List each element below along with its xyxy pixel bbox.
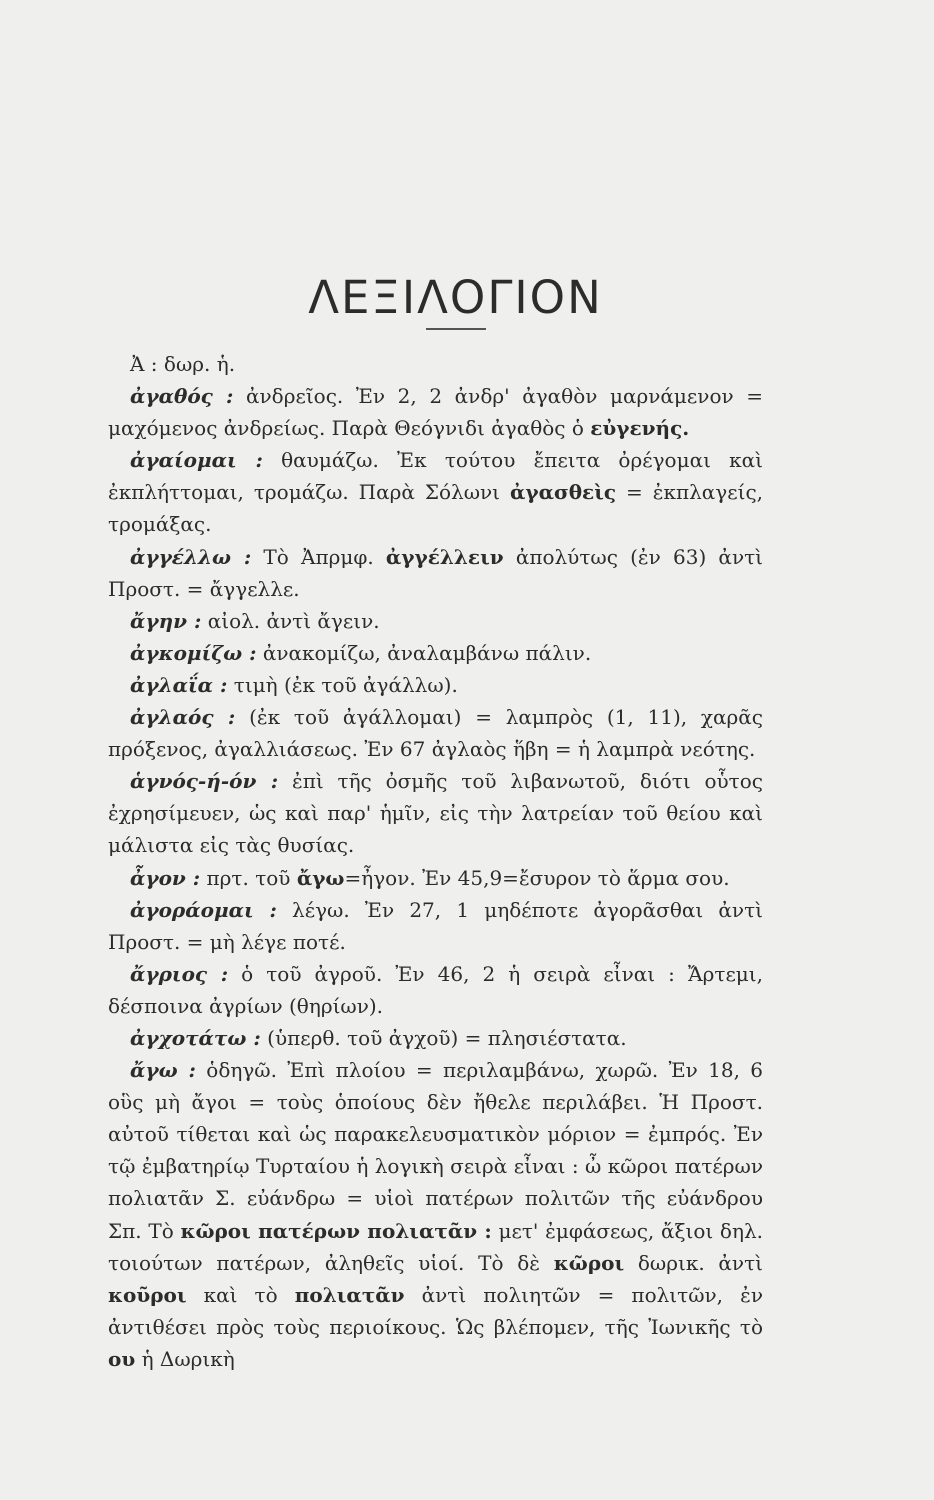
definition: = ἐκπλαγείς, τρομάξας.: [108, 480, 763, 537]
headword: ἀγοράομαι :: [130, 897, 277, 922]
headword: ἀγκομίζω :: [130, 640, 257, 665]
definition: πρτ. τοῦ: [200, 865, 297, 890]
bold-term: ἄγω: [296, 865, 345, 890]
definition: δωρικ. ἀντὶ: [624, 1250, 763, 1275]
definition: ἀπολύτως (ἐν 63) ἀντὶ Προστ. = ἄγγελλε.: [108, 544, 764, 601]
bold-term: κῶροι: [553, 1250, 625, 1275]
entry-aglaos: [108, 701, 763, 765]
definition: ἐπὶ τῆς ὀσμῆς τοῦ λιβανωτοῦ, διότι οὗτος ἐχρησίμευεν, ὡς καὶ παρ' ἡμῖν, εἰς τὴν λατρείαν τοῦ θείου καὶ μάλιστα εἰς τὰς θυσίας.: [108, 769, 763, 858]
bold-term: ἀγασθεὶς: [509, 480, 617, 505]
bold-term: κῶροι πατέρων πολιατᾶν :: [180, 1218, 492, 1243]
entry-angello: [108, 541, 763, 605]
title-rule: [426, 328, 486, 330]
definition: μετ' ἐμφάσεως, ἄξιοι δηλ. τοιούτων πατέρων, ἀληθεῖς υἱοί. Τὸ δὲ: [108, 1218, 763, 1275]
headword: ἄγριος :: [130, 961, 229, 986]
headword: ἆγον :: [130, 865, 201, 890]
definition: θαυμάζω. Ἐκ τούτου ἔπειτα ὀρέγομαι καὶ ἐκπλήττομαι, τρομάζω. Παρὰ Σόλωνι: [108, 448, 763, 505]
bold-term: ἀγγέλλειν: [385, 544, 504, 569]
definition: ἡ Δωρικὴ: [135, 1346, 235, 1371]
definition: ἀντὶ πολιητῶν = πολιτῶν, ἐν ἀντιθέσει πρὸς τοὺς περιοίκους. Ὡς βλέπομεν, τῆς Ἰωνικῆς τὸ: [108, 1282, 763, 1339]
entry-agathos: [108, 380, 763, 444]
entry-hagnos: [108, 765, 763, 861]
definition: τιμὴ (ἐκ τοῦ ἀγάλλω).: [227, 672, 458, 697]
definition: =ἦγον. Ἐν 45,9=ἔσυρον τὸ ἅρμα σου.: [344, 865, 730, 890]
definition: ἀνδρεῖος. Ἐν 2, 2 ἀνδρ' ἀγαθὸν μαρνάμενον = μαχόμενος ἀνδρείως. Παρὰ Θεόγνιδι ἀγαθὸς ὁ: [108, 384, 763, 441]
definition: (ἐκ τοῦ ἀγάλλομαι) = λαμπρὸς (1, 11), χαρᾶς πρόξενος, ἀγαλλιάσεως. Ἐν 67 ἀγλαὸς ἥβη = ἡ λαμπρὰ νεότης.: [108, 705, 763, 762]
definition: αἰολ. ἀντὶ ἄγειν.: [201, 608, 380, 633]
entry-agoraomai: [108, 894, 763, 958]
headword: ἁγνός-ή-όν :: [130, 769, 279, 794]
headword: Ἀ :: [130, 352, 158, 376]
headword: ἄγω :: [130, 1058, 196, 1083]
entry-a: [108, 348, 763, 380]
page: [108, 270, 763, 1375]
headword: ἀγγέλλω :: [130, 544, 252, 569]
entry-aglaia: [108, 669, 763, 701]
definition: ὁ τοῦ ἀγροῦ. Ἐν 46, 2 ἡ σειρὰ εἶναι : Ἄρτεμι, δέσποινα ἀγρίων (θηρίων).: [108, 961, 763, 1018]
entry-agaiomai: [108, 444, 763, 540]
lexicon-body: [108, 348, 763, 1375]
bold-term: εὐγενής.: [590, 416, 690, 441]
headword: ἀγλαός :: [130, 705, 236, 730]
entry-ankomizo: [108, 637, 763, 669]
entry-agrios: [108, 958, 763, 1022]
entry-agen: [108, 605, 763, 637]
definition: λέγω. Ἐν 27, 1 μηδέποτε ἀγορᾶσθαι ἀντὶ Προστ. = μὴ λέγε ποτέ.: [108, 897, 763, 954]
headword: ἀγαθός :: [130, 384, 234, 409]
bold-term: κοῦροι: [108, 1282, 187, 1307]
bold-term: πολιατᾶν: [294, 1282, 405, 1307]
entry-agon: [108, 862, 763, 894]
headword: ἀγαίομαι :: [130, 448, 263, 473]
headword: ἄγην :: [130, 608, 202, 633]
definition: ἀνακομίζω, ἀναλαμβάνω πάλιν.: [256, 640, 592, 665]
headword: ἀγλαΐα :: [130, 672, 228, 697]
headword: ἀγχοτάτω :: [130, 1025, 261, 1050]
definition: Τὸ Ἀπρμφ.: [251, 544, 386, 569]
definition: (ὑπερθ. τοῦ ἀγχοῦ) = πλησιέστατα.: [260, 1025, 627, 1050]
entry-anchotato: [108, 1022, 763, 1054]
definition: ὁδηγῶ. Ἐπὶ πλοίου = περιλαμβάνω, χωρῶ. Ἐν 18, 6 οὓς μὴ ἄγοι = τοὺς ὁποίους δὲν ἤθελε περιλάβει. Ἡ Προστ. αὐτοῦ τίθεται καὶ ὡς παρακελευσματικὸν μόριον = ἐμπρός. Ἐν τῷ ἐμβατηρίῳ Τυρταίου ἡ λογικὴ σειρὰ εἶναι : ὦ κῶροι πατέρων πολιατᾶν Σ. εὐάνδρω = υἱοὶ πατέρων πολιτῶν τῆς εὐάνδρου Σπ. Τὸ: [108, 1058, 764, 1243]
definition: καὶ τὸ: [186, 1282, 295, 1307]
bold-term: ου: [108, 1346, 136, 1371]
definition: δωρ. ἡ.: [157, 352, 236, 376]
page-title: ΛΕΞΙΛΟΓΙΟΝ: [308, 271, 603, 324]
entry-ago: [108, 1054, 763, 1375]
